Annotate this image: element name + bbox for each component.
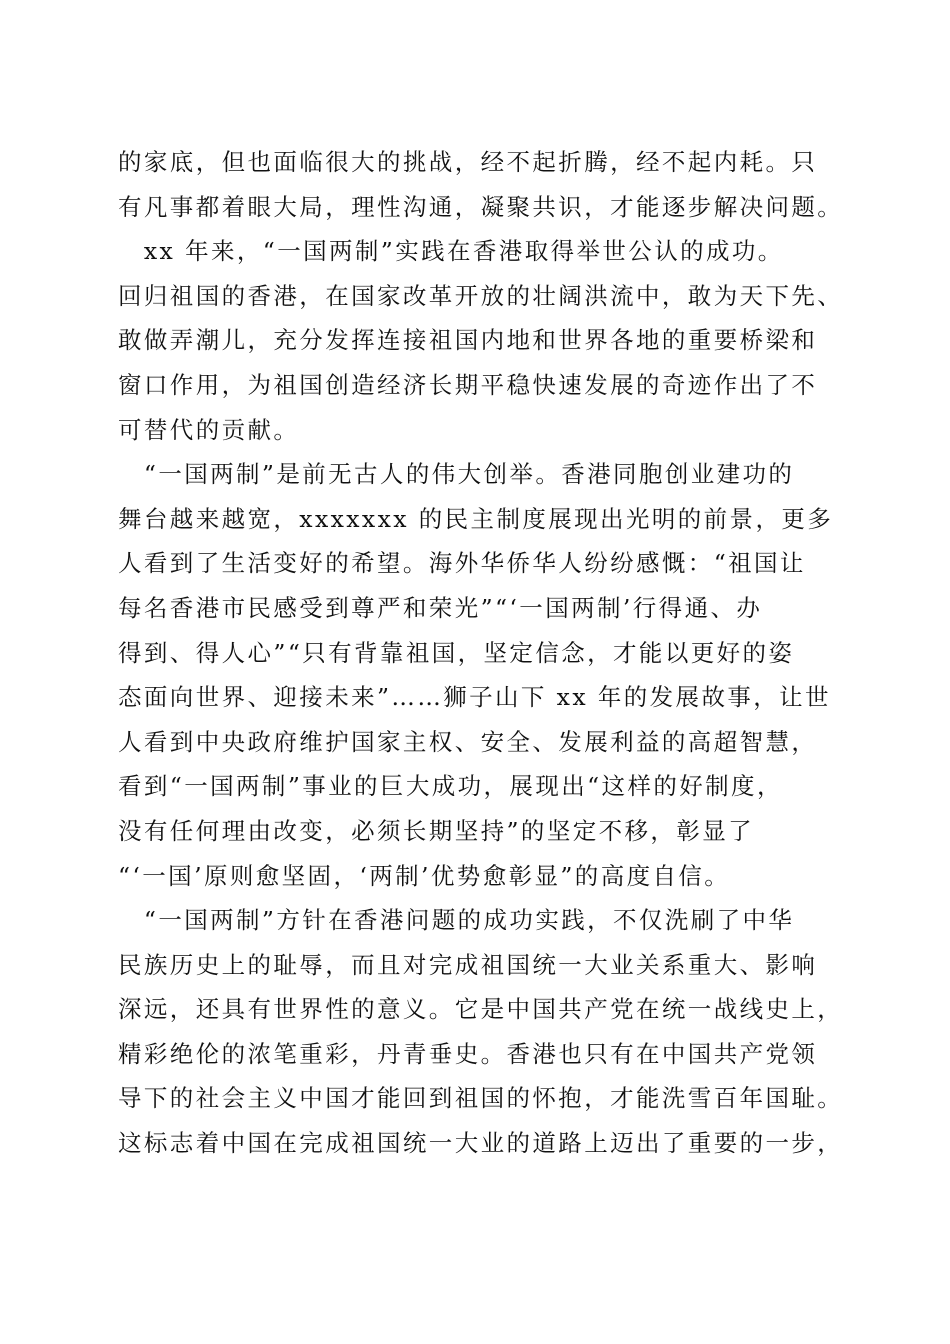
body-text [118,140,844,1166]
text-line: 窗口作用，为祖国创造经济长期平稳快速发展的奇迹作出了不 [118,370,818,399]
text-line: 敢做弄潮儿，充分发挥连接祖国内地和世界各地的重要桥梁和 [118,326,818,355]
text-line: 态面向世界、迎接未来”……狮子山下 xx 年的发展故事，让世 [118,683,831,712]
text-line: 有凡事都着眼大局，理性沟通，凝聚共识，才能逐步解决问题。 [118,192,844,221]
text-line: “‘一国’原则愈坚固，‘两制’优势愈彰显”的高度自信。 [118,861,731,890]
text-line: 精彩绝伦的浓笔重彩，丹青垂史。香港也只有在中国共产党领 [118,1039,818,1068]
text-line: 每名香港市民感受到尊严和荣光”“‘一国两制’行得通、办 [118,593,763,622]
text-line: “一国两制”方针在香港问题的成功实践，不仅洗刷了中华 [118,906,795,935]
text-line: 的家底，但也面临很大的挑战，经不起折腾，经不起内耗。只 [118,148,818,176]
text-line: 可替代的贡献。 [118,415,300,444]
text-line: 得到、得人心”“只有背靠祖国，坚定信念，才能以更好的姿 [118,638,795,667]
text-line: 导下的社会主义中国才能回到祖国的怀抱，才能洗雪百年国耻。 [118,1084,844,1113]
text-line: 没有任何理由改变，必须长期坚持”的坚定不移，彰显了 [118,816,755,845]
text-line: 深远，还具有世界性的意义。它是中国共产党在统一战线史上， [118,995,844,1024]
text-line: xx 年来，“一国两制”实践在香港取得举世公认的成功。 [118,237,784,266]
text-line: 人看到中央政府维护国家主权、安全、发展利益的高超智慧， [118,727,818,756]
text-line: “一国两制”是前无古人的伟大创举。香港同胞创业建功的 [118,460,795,489]
text-line: 这标志着中国在完成祖国统一大业的道路上迈出了重要的一步， [118,1129,844,1158]
text-line: 回归祖国的香港，在国家改革开放的壮阔洪流中，敢为天下先、 [118,281,844,310]
text-line: 舞台越来越宽，xxxxxxx 的民主制度展现出光明的前景，更多 [118,504,834,533]
text-line: 民族历史上的耻辱，而且对完成祖国统一大业关系重大、影响 [118,950,818,979]
text-line: 看到“一国两制”事业的巨大成功，展现出“这样的好制度， [118,772,783,801]
text-line: 人看到了生活变好的希望。海外华侨华人纷纷感慨：“祖国让 [118,549,806,578]
